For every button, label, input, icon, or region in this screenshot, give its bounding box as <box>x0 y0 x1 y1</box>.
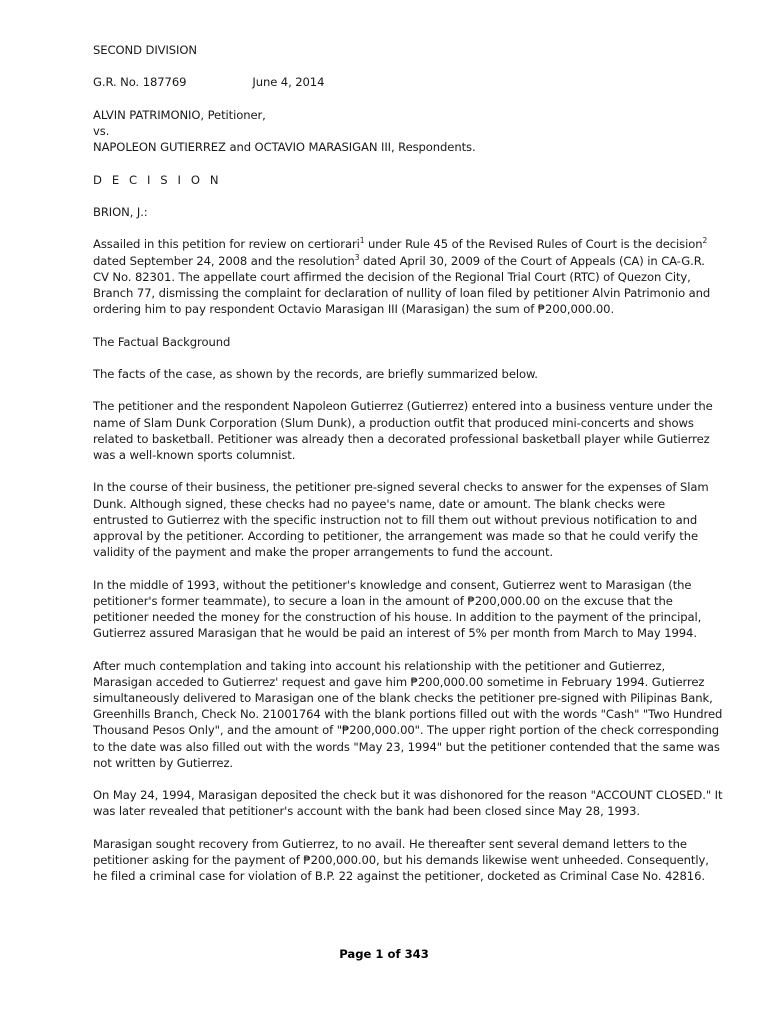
paragraph-2: The facts of the case, as shown by the records, are briefly summarized below. <box>93 366 538 381</box>
paragraph-1 <box>93 236 723 317</box>
page-number: Page 1 of 343 <box>339 947 429 961</box>
decision-title: D E C I S I O N <box>93 172 222 187</box>
paragraph-8: Marasigan sought recovery from Gutierrez, to no avail. He thereafter sent several demand letters to the petitioner asking for the payment of ₱200,000.00, but his demands likewise went unheeded. Consequently, he filed a criminal case for violation of B.P. 22 against the petitioner, docketed as Criminal Case No. 42816. <box>93 836 709 884</box>
paragraph-6: After much contemplation and taking into account his relationship with the petitioner and Gutierrez, Marasigan acceded to Gutierrez' request and gave him ₱200,000.00 sometime in February 1994. Gutierrez simultaneously delivered to Marasigan one of the blank checks the petitioner pre-signed with Pilipinas Bank, Greenhills Branch, Check No. 21001764 with the blank portions filled out with the words "Cash" "Two Hundred Thousand Pesos Only", and the amount of "₱200,000.00". The upper right portion of the check corresponding to the date was also filled out with the words "May 23, 1994" but the petitioner contended that the same was not written by Gutierrez. <box>93 658 723 770</box>
paragraph-4: In the course of their business, the petitioner pre-signed several checks to answer for the expenses of Slam Dunk. Although signed, these checks had no payee's name, date or amount. The blank checks were entrusted to Gutierrez with the specific instruction not to fill them out without previous notification to and approval by the petitioner. According to petitioner, the arrangement was made so that he could verify the validity of the payment and make the proper arrangements to fund the account. <box>93 480 709 560</box>
decision-date: June 4, 2014 <box>252 75 325 90</box>
paragraph-7: On May 24, 1994, Marasigan deposited the check but it was dishonored for the reason "ACCOUNT CLOSED." It was later revealed that petitioner's account with the bank had been closed since May 28, 1993. <box>93 788 723 819</box>
respondents-line: NAPOLEON GUTIERREZ and OCTAVIO MARASIGAN III, Respondents. <box>93 140 476 155</box>
paragraph-3: The petitioner and the respondent Napoleon Gutierrez (Gutierrez) entered into a business venture under the name of Slam Dunk Corporation (Slum Dunk), a production outfit that produced mini-concerts and shows related to basketball. Petitioner was already then a decorated professional basketball player while Gutierrez was a well-known sports columnist. <box>93 399 713 462</box>
section-heading: The Factual Background <box>93 334 231 349</box>
paragraph-1-part-c: dated September 24, 2008 and the resolution <box>93 253 355 268</box>
paragraph-1-part-d: dated April 30, 2009 of the Court of Appeals (CA) in CA-G.R. CV No. 82301. The appellate court affirmed the decision of the Regional Trial Court (RTC) of Quezon City, Branch 77, dismissing the complaint for declaration of nullity of loan filed by petitioner Alvin Patrimonio and ordering him to pay respondent Octavio Marasigan III (Marasigan) the sum of ₱200,000.00. <box>93 253 711 317</box>
document-body <box>93 42 723 884</box>
case-number-line <box>93 74 723 90</box>
paragraph-5: In the middle of 1993, without the petitioner's knowledge and consent, Gutierrez went to Marasigan (the petitioner's former teammate), to secure a loan in the amount of ₱200,000.00 on the excuse that the petitioner needed the money for the construction of his house. In addition to the payment of the principal, Gutierrez assured Marasigan that he would be paid an interest of 5% per month from March to May 1994. <box>93 577 702 641</box>
petitioner-line: ALVIN PATRIMONIO, Petitioner, <box>93 107 266 122</box>
paragraph-1-part-b: under Rule 45 of the Revised Rules of Court is the decision <box>364 237 703 252</box>
footnote-ref-2[interactable]: 2 <box>702 236 708 246</box>
division-line: SECOND DIVISION <box>93 43 197 57</box>
ponente-line: BRION, J.: <box>93 204 148 219</box>
page-footer <box>0 947 768 961</box>
footnote-ref-1[interactable]: 1 <box>359 236 365 246</box>
gr-number: G.R. No. 187769 <box>93 75 187 90</box>
paragraph-1-part-a: Assailed in this petition for review on certiorari <box>93 237 360 252</box>
footnote-ref-3[interactable]: 3 <box>354 252 360 262</box>
versus-line: vs. <box>93 123 110 138</box>
